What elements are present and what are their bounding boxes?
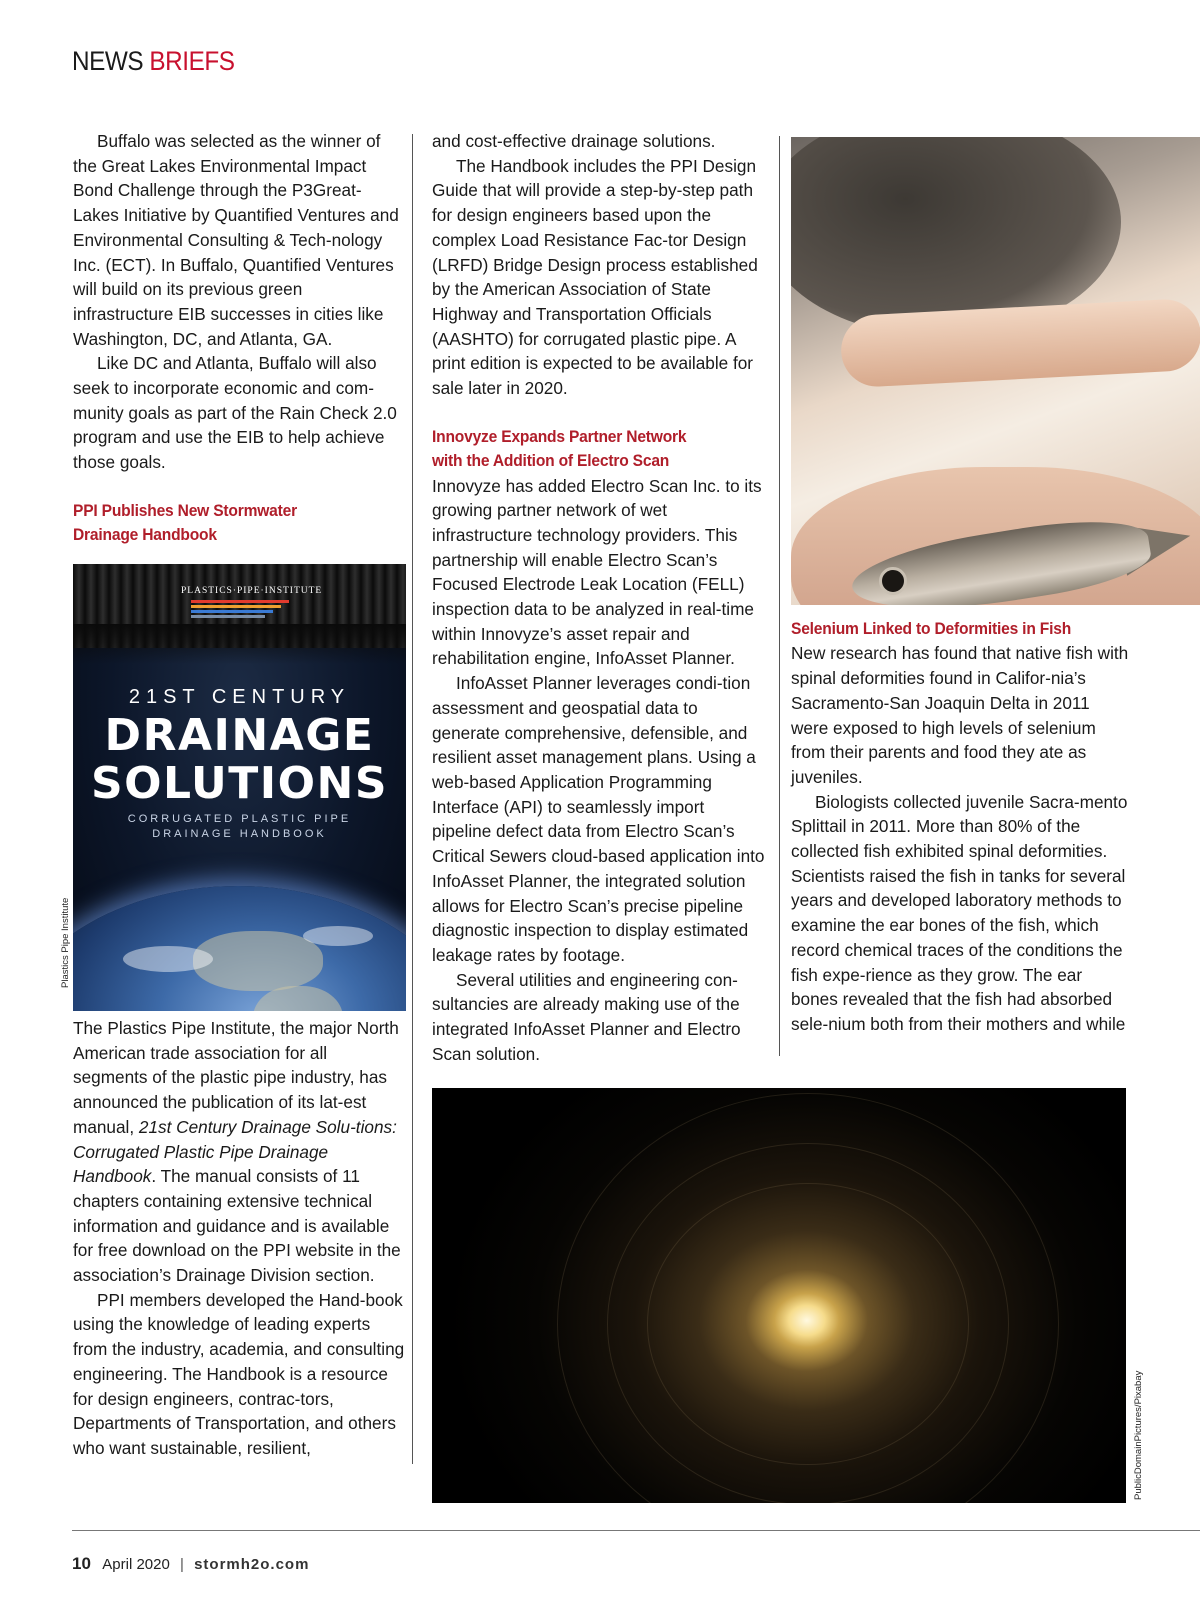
column-1-continued: [73, 1016, 405, 1461]
article-headline: [73, 499, 388, 548]
cover-photo-credit: Plastics Pipe Institute: [60, 897, 71, 988]
article-paragraph: Biologists collected juvenile Sacra-mento Splittail in 2011. More than 80% of the collected fish exhibited spinal deformities. Scientists raised the fish in tanks for several years and developed laboratory methods to examine the ear bones of the fish, which record chemical traces of the conditions the fish expe-rience as they grow. The ear bones revealed that the fish had absorbed sele-nium both from their mothers and while: [791, 791, 1128, 1034]
headline-line: with the Addition of Electro Scan: [432, 452, 670, 471]
headline-line: Drainage Handbook: [73, 526, 217, 545]
ppi-logo-bars: [191, 600, 289, 620]
article-paragraph: Innovyze has added Electro Scan Inc. to its growing partner network of wet infrastructure technology providers. This partnership will enable Electro Scan’s Focused Electrode Leak Location (FELL) inspection data to be analyzed in real-time within Innovyze’s asset repair and rehabilitation engine, InfoAsset Planner.: [432, 475, 762, 669]
article-paragraph: New research has found that native fish with spinal deformities found in Califor-nia’s Sacramento-San Joaquin Delta in 2011 were exposed to high levels of selenium from their parents and food they ate as juveniles.: [791, 643, 1129, 787]
column-1: [73, 129, 405, 548]
page-number: 10: [72, 1554, 91, 1573]
cover-subtitle: CORRUGATED PLASTIC PIPE DRAINAGE HANDBOOK: [127, 813, 352, 840]
issue-date: April 2020: [102, 1556, 170, 1573]
article-paragraph: Several utilities and engineering con-sultancies are already making use of the integrated InfoAsset Planner and Electro Scan solution.: [432, 969, 741, 1064]
section-header-briefs: BRIEFS: [149, 46, 235, 76]
pipe-photo-credit: PublicDomainPictures/Pixabay: [1133, 1370, 1144, 1500]
handbook-title: 21st Century Drainage Solu-tions: Corrugated Plastic Pipe Drainage Handbook: [73, 1116, 397, 1187]
article-paragraph: The Handbook includes the PPI Design Guide that will provide a step-by-step path for design engineers based upon the complex Load Resistance Fac-tor Design (LRFD) Bridge Design process established by the American Association of State Highway and Transportation Officials (AASHTO) for corrugated plastic pipe. A print edition is expected to be available for sale later in 2020.: [432, 155, 758, 399]
column-2: [432, 129, 768, 1066]
article-headline: Selenium Linked to Deformities in Fish: [791, 620, 1072, 638]
article-paragraph: Buffalo was selected as the winner of the Great Lakes Environmental Impact Bond Challenge through the P3Great-Lakes Initiative by Quantified Ventures and Environmental Consulting & Tech-nology Inc. (ECT). In Buffalo, Quantified Ventures will build on its previous green infrastructure EIB successes in cities like Washington, DC, and Atlanta, GA.: [73, 131, 399, 349]
cover-title-line1: 21ST CENTURY: [128, 686, 351, 708]
article-paragraph: Like DC and Atlanta, Buffalo will also seek to incorporate economic and com-munity goals as part of the Rain Check 2.0 program and use the EIB to help achieve those goals.: [73, 353, 397, 473]
ppi-logo: PLASTICS·PIPE·INSTITUTE: [181, 586, 323, 596]
page-footer: [72, 1554, 309, 1574]
article-headline: [432, 425, 751, 474]
headline-line: PPI Publishes New Stormwater: [73, 501, 297, 520]
website-link[interactable]: stormh2o.com: [194, 1556, 310, 1573]
fish-in-hand-photo: [791, 137, 1200, 605]
article-paragraph: InfoAsset Planner leverages condi-tion assessment and geospatial data to generate comprehensive, defensible, and resilient asset management plans. Using a web-based Application Programming Interface (API) to seamlessly import pipeline defect data from Electro Scan’s Critical Sewers cloud-based application into InfoAsset Planner, the integrated solution allows for Electro Scan’s precise pipeline diagnostic inspection to display estimated leakage rates by footage.: [432, 673, 765, 965]
cover-title-main: DRAINAGE SOLUTIONS: [90, 710, 389, 809]
earth-graphic: [73, 886, 406, 1011]
handbook-cover-image: [73, 564, 406, 1011]
footer-rule: [72, 1530, 1200, 1531]
article-paragraph: The Plastics Pipe Institute, the major North American trade association for all segments of the plastic pipe industry, has announced the publication of its lat-est manual, 21st Century Drainage Solu-tions: Corrugated Plastic Pipe Drainage Handbook. The manual consists of 11 chapters containing extensive technical information and guidance and is available for free download on the PPI website in the association’s Drainage Division section.: [73, 1018, 401, 1286]
column-3: [791, 617, 1131, 1037]
article-paragraph: and cost-effective drainage solutions.: [432, 131, 716, 151]
article-paragraph: PPI members developed the Hand-book using the knowledge of leading experts from the industry, academia, and consulting engineering. The Handbook is a resource for design engineers, contrac-tors, Departments of Transportation, and others who want sustainable, resilient,: [73, 1289, 405, 1458]
section-header-news: NEWS: [72, 46, 144, 76]
headline-line: Innovyze Expands Partner Network: [432, 427, 687, 446]
section-header: [72, 46, 234, 77]
column-rule: [779, 136, 780, 1056]
footer-separator: |: [179, 1556, 184, 1573]
column-rule: [412, 134, 413, 1464]
pipe-interior-photo: [432, 1088, 1126, 1503]
